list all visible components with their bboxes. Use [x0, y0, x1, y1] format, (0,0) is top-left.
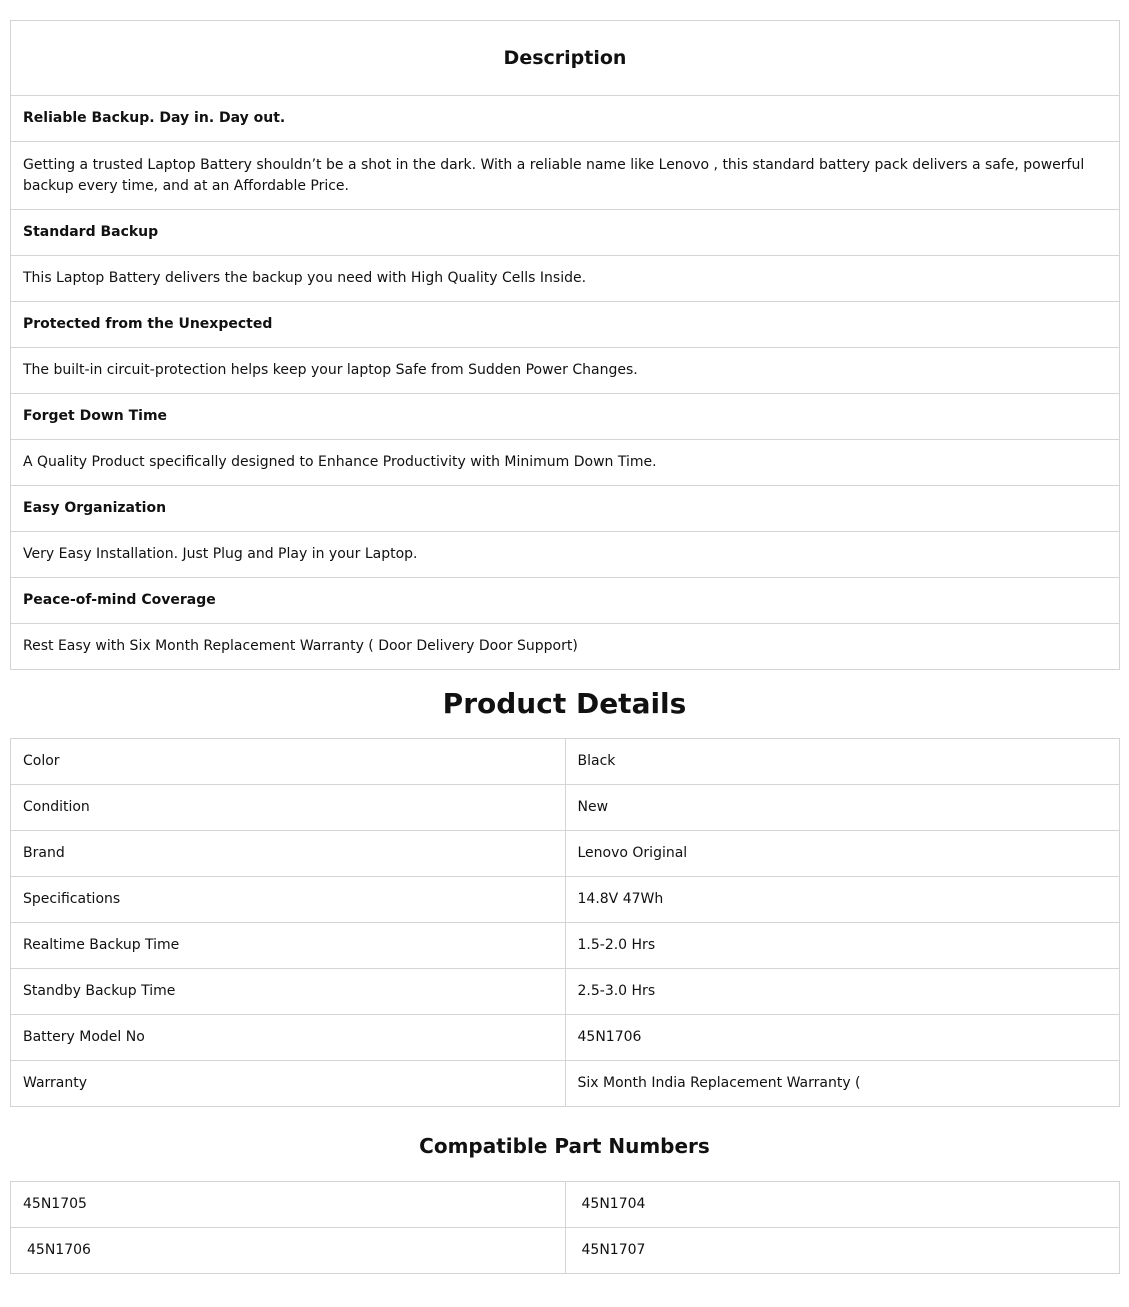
description-heading-row: [11, 302, 1120, 348]
product-detail-label: Standby Backup Time: [11, 969, 566, 1015]
description-heading-row: [11, 210, 1120, 256]
description-text-row: [11, 440, 1120, 486]
description-text: Rest Easy with Six Month Replacement Warranty ( Door Delivery Door Support): [11, 624, 1120, 670]
part-number: 45N1707: [565, 1228, 1120, 1274]
description-text-row: [11, 256, 1120, 302]
part-number: 45N1706: [11, 1228, 566, 1274]
product-description-page: [0, 20, 1129, 1307]
description-text-row: [11, 142, 1120, 210]
product-detail-row: [11, 831, 1120, 877]
description-heading: Protected from the Unexpected: [11, 302, 1120, 348]
compatible-parts-title: Compatible Part Numbers: [419, 1134, 710, 1158]
description-text: The built-in circuit-protection helps keep your laptop Safe from Sudden Power Changes.: [11, 348, 1120, 394]
description-text: Very Easy Installation. Just Plug and Play in your Laptop.: [11, 532, 1120, 578]
product-detail-value: New: [565, 785, 1120, 831]
description-title-row: [11, 21, 1120, 96]
description-heading: Forget Down Time: [11, 394, 1120, 440]
product-detail-row: [11, 785, 1120, 831]
product-details-table: [10, 738, 1120, 1107]
description-heading-row: [11, 394, 1120, 440]
description-heading-row: [11, 96, 1120, 142]
description-title: Description: [11, 21, 1120, 96]
product-detail-label: Color: [11, 739, 566, 785]
compatible-parts-row: [11, 1228, 1120, 1274]
product-detail-row: [11, 877, 1120, 923]
product-detail-label: Condition: [11, 785, 566, 831]
product-detail-value: 45N1706: [565, 1015, 1120, 1061]
description-heading: Easy Organization: [11, 486, 1120, 532]
product-detail-row: [11, 1015, 1120, 1061]
product-detail-value: 1.5-2.0 Hrs: [565, 923, 1120, 969]
description-table: [10, 20, 1120, 670]
product-detail-row: [11, 1061, 1120, 1107]
product-detail-row: [11, 969, 1120, 1015]
product-details-title: Product Details: [442, 687, 687, 720]
description-text-row: [11, 348, 1120, 394]
part-number: 45N1704: [565, 1182, 1120, 1228]
description-heading: Reliable Backup. Day in. Day out.: [11, 96, 1120, 142]
product-detail-value: Lenovo Original: [565, 831, 1120, 877]
description-heading: Peace-of-mind Coverage: [11, 578, 1120, 624]
description-text-row: [11, 624, 1120, 670]
description-heading-row: [11, 486, 1120, 532]
description-text: Getting a trusted Laptop Battery shouldn’t be a shot in the dark. With a reliable name like Lenovo , this standard battery pack delivers a safe, powerful backup every time, and at an Affordable Price.: [11, 142, 1120, 210]
compatible-parts-table: [10, 1181, 1120, 1274]
description-text-row: [11, 532, 1120, 578]
product-detail-row: [11, 923, 1120, 969]
product-detail-value: Black: [565, 739, 1120, 785]
product-detail-label: Realtime Backup Time: [11, 923, 566, 969]
product-detail-value: 2.5-3.0 Hrs: [565, 969, 1120, 1015]
product-detail-row: [11, 739, 1120, 785]
description-text: This Laptop Battery delivers the backup you need with High Quality Cells Inside.: [11, 256, 1120, 302]
product-detail-value: Six Month India Replacement Warranty (: [565, 1061, 1120, 1107]
product-detail-value: 14.8V 47Wh: [565, 877, 1120, 923]
description-heading-row: [11, 578, 1120, 624]
description-heading: Standard Backup: [11, 210, 1120, 256]
product-detail-label: Battery Model No: [11, 1015, 566, 1061]
product-detail-label: Brand: [11, 831, 566, 877]
product-detail-label: Specifications: [11, 877, 566, 923]
part-number: 45N1705: [11, 1182, 566, 1228]
compatible-parts-row: [11, 1182, 1120, 1228]
description-text: A Quality Product specifically designed to Enhance Productivity with Minimum Down Time.: [11, 440, 1120, 486]
product-detail-label: Warranty: [11, 1061, 566, 1107]
